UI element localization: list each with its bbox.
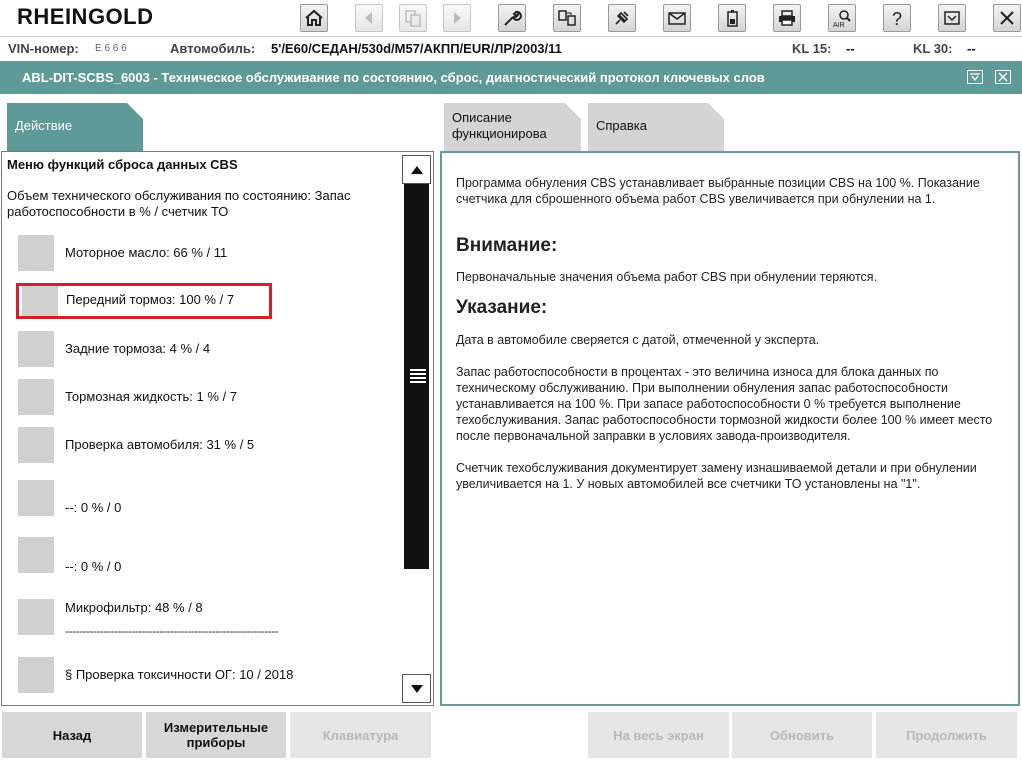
- tab-help-label: Справка: [596, 118, 647, 133]
- printer-icon: [777, 8, 797, 28]
- keyboard-button[interactable]: [290, 712, 431, 758]
- help-button[interactable]: [883, 4, 911, 32]
- tab-description-line1: Описание: [452, 110, 512, 125]
- triangle-up-icon: [410, 165, 424, 175]
- item-checkbox[interactable]: [18, 427, 54, 463]
- forward-arrow-icon: [447, 8, 467, 28]
- air-search-button[interactable]: [828, 4, 856, 32]
- continue-button[interactable]: [876, 712, 1017, 758]
- tab-action[interactable]: [7, 103, 143, 151]
- item-checkbox[interactable]: [18, 537, 54, 573]
- item-label: --: 0 % / 0: [65, 559, 122, 574]
- keyboard-button-label: Клавиатура: [322, 727, 399, 743]
- attention-text: Первоначальные значения объема работ CBS при обнулении теряются.: [456, 270, 878, 284]
- item-label: Тормозная жидкость: 1 % / 7: [65, 389, 237, 404]
- plug-icon: [612, 8, 632, 28]
- menu-description: Объем технического обслуживания по состоянию: Запас работоспособности в % / счетчик ТО: [7, 188, 351, 219]
- kl30-label: KL 30:: [913, 41, 953, 56]
- item-label: --: 0 % / 0: [65, 500, 122, 515]
- refresh-button-label: Обновить: [769, 727, 835, 743]
- note-text-1: Дата в автомобиле сверяется с датой, отмеченной у эксперта.: [456, 333, 820, 347]
- minimize-icon: [942, 8, 962, 28]
- copy-icon: [403, 8, 423, 28]
- tab-help[interactable]: [588, 103, 724, 151]
- item-label: Передний тормоз: 100 % / 7: [66, 292, 235, 307]
- minimize-app-button[interactable]: [938, 4, 966, 32]
- home-icon: [304, 8, 324, 28]
- item-label: Моторное масло: 66 % / 11: [65, 245, 228, 260]
- vehicle-info-bar: [0, 36, 1022, 60]
- wrench-icon: [502, 8, 522, 28]
- menu-title: Меню функций сброса данных CBS: [7, 157, 238, 172]
- cbs-item-rear-brakes[interactable]: [16, 331, 396, 369]
- item-checkbox[interactable]: [18, 599, 54, 635]
- forward-arrow-button[interactable]: [443, 4, 471, 32]
- document-exchange-icon: [557, 8, 577, 28]
- service-functions-button[interactable]: [498, 4, 526, 32]
- envelope-icon: [667, 8, 687, 28]
- collapse-icon: [969, 72, 981, 82]
- note-text-3: Счетчик техобслуживания документирует замену изнашиваемой детали и при обнулении увеличивается на 1. У новых автомобилей все счетчики ТО установлены на "1".: [456, 461, 977, 491]
- tab-description-line2: функционирова: [452, 126, 547, 141]
- cbs-item-emissions-check[interactable]: [16, 657, 396, 695]
- measure-label-line1: Измерительные: [163, 720, 269, 735]
- close-icon: [997, 72, 1009, 82]
- copy-button[interactable]: [399, 4, 427, 32]
- scroll-thumb[interactable]: [404, 184, 429, 569]
- continue-button-label: Продолжить: [906, 727, 987, 743]
- item-checkbox[interactable]: [18, 480, 54, 516]
- item-checkbox[interactable]: [18, 331, 54, 367]
- cbs-menu-panel: [1, 151, 434, 706]
- car-label: Автомобиль:: [170, 41, 256, 56]
- help-label: ?: [892, 9, 903, 28]
- cbs-item-empty-2[interactable]: [16, 537, 396, 585]
- scroll-down-button[interactable]: [402, 674, 431, 703]
- battery-button[interactable]: [718, 4, 746, 32]
- back-arrow-button[interactable]: [355, 4, 383, 32]
- menu-scrollbar[interactable]: [402, 155, 431, 703]
- cbs-item-empty-1[interactable]: [16, 480, 396, 528]
- vin-value: E 6 6 6: [95, 43, 127, 54]
- tab-action-label: Действие: [15, 118, 73, 133]
- refresh-button[interactable]: [732, 712, 872, 758]
- help-icon: [887, 8, 907, 28]
- mail-button[interactable]: [663, 4, 691, 32]
- note-text-2: Запас работоспособности в процентах - это величина износа для блока данных по техническому обслуживанию. При выполнении обнуления запас работоспособности устанавливается на 100 %. При запасе работоспособности 0 % требуется выполнение техобслуживания. Запас работоспособности тормозной жидкости более 100 % имеет место после первоначальной заправки в условиях завода-производителя.: [456, 365, 993, 443]
- kl15-label: KL 15:: [792, 41, 832, 56]
- home-button[interactable]: [300, 4, 328, 32]
- back-button[interactable]: [2, 712, 142, 758]
- cbs-item-front-brake[interactable]: [16, 283, 272, 319]
- attention-heading: Внимание:: [456, 235, 558, 256]
- kl15-value: --: [846, 41, 855, 56]
- item-label: Проверка автомобиля: 31 % / 5: [65, 437, 255, 452]
- print-button[interactable]: [773, 4, 801, 32]
- item-checkbox[interactable]: [18, 657, 54, 693]
- measuring-devices-button[interactable]: [146, 712, 286, 758]
- triangle-down-icon: [410, 684, 424, 694]
- function-title-bar: [0, 61, 1022, 94]
- app-logo: RHEINGOLD: [17, 4, 154, 29]
- back-arrow-icon: [359, 8, 379, 28]
- help-panel: [440, 151, 1020, 706]
- close-window-button[interactable]: [995, 70, 1011, 84]
- item-checkbox[interactable]: [18, 379, 54, 415]
- battery-icon: [722, 8, 742, 28]
- item-label: Задние тормоза: 4 % / 4: [65, 341, 211, 356]
- top-toolbar: [0, 0, 1022, 36]
- close-icon: [997, 8, 1017, 28]
- grip-icon: [410, 369, 426, 383]
- item-checkbox[interactable]: [18, 235, 54, 271]
- separator-line: -------------------------------------------------------------: [65, 624, 279, 638]
- help-intro: Программа обнуления CBS устанавливает выбранные позиции CBS на 100 %. Показание счетчика для сброшенного объема работ CBS увеличивается при обнулении на 1.: [456, 176, 980, 206]
- car-value: 5'/E60/СЕДАН/530d/M57/АКПП/EUR/ЛР/2003/11: [271, 41, 562, 56]
- close-app-button[interactable]: [993, 4, 1021, 32]
- air-search-icon: [832, 8, 852, 28]
- cbs-item-engine-oil[interactable]: [16, 235, 396, 273]
- note-heading: Указание:: [456, 297, 548, 318]
- document-exchange-button[interactable]: [553, 4, 581, 32]
- item-checkbox[interactable]: [22, 286, 58, 316]
- tab-function-description[interactable]: [444, 103, 581, 151]
- cbs-item-vehicle-check[interactable]: [16, 427, 396, 465]
- measure-label-line2: приборы: [186, 735, 246, 750]
- back-button-label: Назад: [52, 727, 92, 743]
- kl30-value: --: [967, 41, 976, 56]
- scroll-up-button[interactable]: [402, 155, 431, 184]
- connection-button[interactable]: [608, 4, 636, 32]
- page-title: ABL-DIT-SCBS_6003 - Техническое обслуживание по состоянию, сброс, диагностический протокол ключевых слов: [22, 70, 765, 85]
- item-label: Микрофильтр: 48 % / 8: [65, 600, 203, 615]
- item-label: § Проверка токсичности ОГ: 10 / 2018: [65, 667, 294, 682]
- cbs-item-brake-fluid[interactable]: [16, 379, 396, 417]
- air-label: AIR: [833, 22, 845, 28]
- fullscreen-button[interactable]: [588, 712, 729, 758]
- collapse-window-button[interactable]: [967, 70, 983, 84]
- fullscreen-button-label: На весь экран: [613, 727, 704, 743]
- vin-label: VIN-номер:: [8, 41, 79, 56]
